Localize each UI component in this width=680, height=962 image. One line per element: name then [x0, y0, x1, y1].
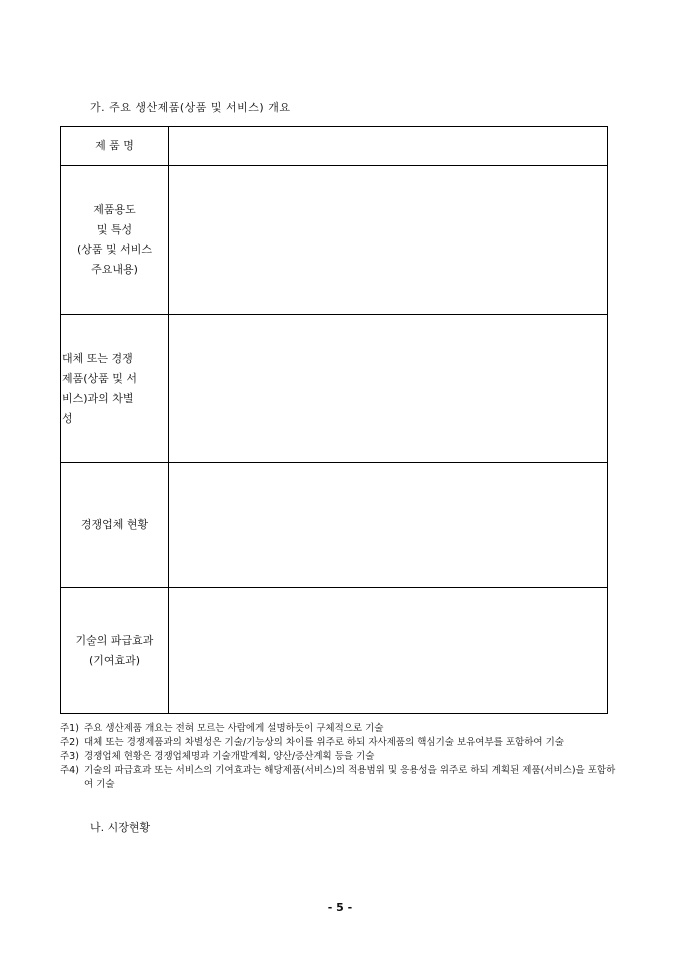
- footnote-number: 주4): [60, 765, 79, 776]
- ripple-effect-field[interactable]: [169, 588, 608, 714]
- competitors-field[interactable]: [169, 463, 608, 588]
- footnote-number: 주1): [60, 723, 79, 734]
- section-heading-market-status: 나. 시장현황: [90, 821, 151, 834]
- table-row-competitors: [61, 463, 608, 588]
- footnote: [60, 722, 616, 736]
- differentiation-field[interactable]: [169, 315, 608, 463]
- product-overview-table: [60, 126, 608, 714]
- label-line: 주요내용): [91, 263, 138, 276]
- label-differentiation: [61, 315, 169, 463]
- label-line: 대체 또는 경쟁: [62, 351, 133, 365]
- footnote-text: 주요 생산제품 개요는 전혀 모르는 사람에게 설명하듯이 구체적으로 기술: [84, 723, 384, 734]
- footnote-text: 대체 또는 경쟁제품과의 차별성은 기술/기능상의 차이를 위주로 하되 자사제품의 핵심기술 보유여부를 포함하여 기술: [84, 737, 564, 748]
- footnote: [60, 736, 616, 750]
- footnotes: [60, 722, 616, 792]
- label-line: 비스)과의 차별: [62, 391, 134, 405]
- label-line: 및 특성: [96, 223, 133, 236]
- table-row-differentiation: [61, 315, 608, 463]
- page-number: - 5 -: [327, 901, 353, 914]
- section-heading-product-overview: 가. 주요 생산제품(상품 및 서비스) 개요: [90, 101, 291, 114]
- product-usage-field[interactable]: [169, 166, 608, 315]
- table-row-product-name: [61, 127, 608, 166]
- label-competitors: [61, 463, 169, 588]
- footnote-number: 주2): [60, 737, 79, 748]
- product-name-field[interactable]: [169, 127, 608, 166]
- footnote-text: 경쟁업체 현황은 경쟁업체명과 기술개발계획, 양산/증산계획 등을 기술: [84, 751, 375, 762]
- footnote-text: 기술의 파급효과 또는 서비스의 기여효과는 해당제품(서비스)의 적용범위 및 응용성을 위주로 하되 계획된 제품(서비스)을 포함하여 기술: [84, 765, 616, 790]
- label-line: 경쟁업체 현황: [80, 518, 149, 531]
- footnote-number: 주3): [60, 751, 79, 762]
- table-row-ripple-effect: [61, 588, 608, 714]
- label-line: (상품 및 서비스: [76, 243, 153, 256]
- label-product-name: [61, 127, 169, 166]
- label-ripple-effect: [61, 588, 169, 714]
- label-line: 제 품 명: [95, 139, 134, 152]
- label-product-usage: [61, 166, 169, 315]
- table-row-product-usage: [61, 166, 608, 315]
- footnote: [60, 750, 616, 764]
- label-line: 기술의 파급효과: [75, 633, 154, 647]
- label-line: (기여효과): [88, 653, 141, 667]
- label-line: 제품(상품 및 서: [62, 371, 138, 385]
- label-line: 성: [62, 411, 73, 425]
- footnote: [60, 764, 616, 792]
- label-line: 제품용도: [93, 203, 136, 216]
